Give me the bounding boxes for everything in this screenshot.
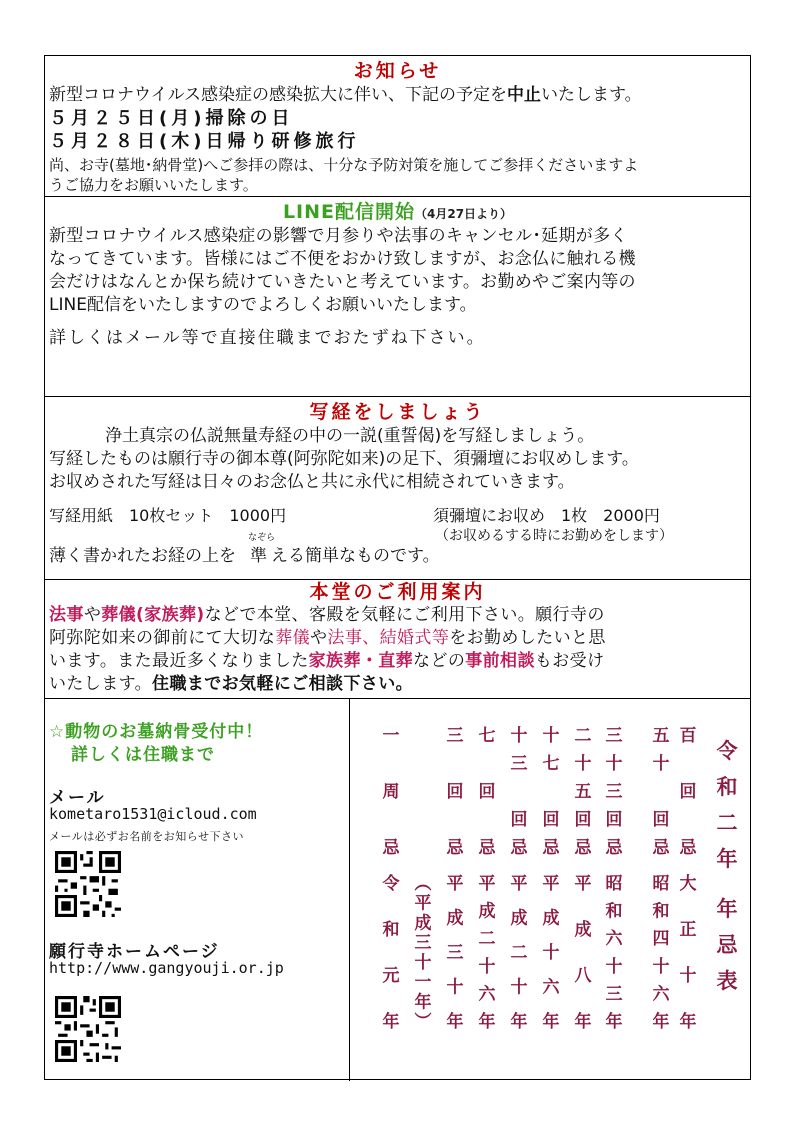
memorial-title	[712, 733, 742, 999]
year-char: 成	[510, 908, 528, 929]
year-char: 成	[574, 920, 592, 940]
year-char: 六	[542, 977, 560, 998]
kaiki-char: 忌	[542, 838, 560, 858]
memorial-title-char: 二	[716, 811, 738, 835]
hall-line-1: 法事や葬儀(家族葬)などで本堂、客殿を気軽にご利用下さい。願行寺の	[49, 605, 605, 625]
kaiki-char: 三	[510, 754, 528, 774]
contact-panel	[45, 699, 350, 1081]
line-para-4: LINE配信をいたしますのでよろしくお願いいたします。	[49, 295, 477, 315]
notice-note-2: うご協力をお願いいたします。	[49, 176, 258, 194]
notice-section	[45, 56, 750, 197]
kaiki-char: 忌	[574, 838, 592, 858]
year-char: 成	[478, 901, 496, 922]
kaiki-char: 回	[574, 810, 592, 830]
mail-address[interactable]: kometaro1531@icloud.com	[49, 805, 257, 823]
year-char: 十	[510, 977, 528, 998]
year-char: 年	[652, 1012, 670, 1032]
ruby-nazora: なぞら 準	[248, 533, 276, 566]
memorial-title-char: 忌	[716, 933, 738, 957]
year-char: 大	[679, 874, 697, 894]
year-char: 三	[414, 933, 432, 954]
year-char: 令	[382, 874, 400, 894]
kaiki-char: 忌	[679, 838, 697, 858]
kaiki-char: 忌	[382, 838, 400, 858]
year-char: 十	[446, 977, 464, 998]
memorial-table	[350, 699, 752, 1081]
line-para-1: 新型コロナウイルス感染症の影響で月参りや法事のキャンセル･延期が多く	[49, 226, 628, 246]
shakyo-last-line: 薄く書かれたお経の上を なぞら 準 える簡単なものです。	[49, 533, 440, 566]
price-note: （お収めるする時にお勤めをします）	[435, 528, 673, 544]
shakyo-para-2: 写経したものは願行寺の御本尊(阿弥陀如来)の足下、須彌壇にお収めします。	[49, 449, 639, 469]
year-char: 六	[605, 929, 623, 950]
year-char: 元	[382, 966, 400, 986]
homepage-url[interactable]: http://www.gangyouji.or.jp	[49, 959, 284, 977]
kaiki-char: 三	[605, 726, 623, 746]
kaiki-char: 十	[605, 754, 623, 774]
year-char: 三	[605, 984, 623, 1005]
year-char: 二	[478, 929, 496, 950]
kaiki-char: 七	[478, 726, 496, 746]
year-char: 四	[652, 929, 670, 950]
year-char: 十	[652, 956, 670, 977]
line-title: LINE配信開始（4月27日より）	[282, 201, 513, 223]
memorial-title-char: 年	[716, 897, 738, 921]
year-char: 年	[510, 1012, 528, 1032]
year-char: 十	[605, 956, 623, 977]
kaiki-char: 回	[510, 810, 528, 830]
kaiki-char: 忌	[652, 838, 670, 858]
hall-section	[45, 580, 750, 699]
year-char: 三	[446, 943, 464, 963]
shakyo-para-1: 浄土真宗の仏説無量寿経の中の一説(重誓偈)を写経しましょう。	[105, 426, 595, 446]
year-char: 年	[542, 1012, 560, 1032]
shakyo-title: 写経をしましょう	[309, 401, 486, 423]
year-char: 十	[542, 943, 560, 963]
year-char: ︶	[414, 1012, 432, 1032]
year-char: 六	[652, 984, 670, 1005]
kaiki-char: 忌	[510, 838, 528, 858]
bottom-area	[45, 699, 750, 1081]
year-char: 年	[478, 1012, 496, 1032]
year-char: 正	[679, 920, 697, 940]
year-char: 平	[478, 874, 496, 894]
event-cleaning-day: ５月２５日(月)掃除の日	[49, 108, 294, 129]
year-char: 昭	[652, 874, 670, 894]
year-char: 平	[542, 874, 560, 894]
year-char: 昭	[605, 874, 623, 894]
hall-line-2: 阿弥陀如来の御前にて大切な葬儀や法事、結婚式等をお勤めしたいと思	[49, 628, 606, 648]
notice-note-1: 尚、お寺(墓地･納骨堂)へご参拝の際は、十分な予防対策を施してご参拝くださいますよ	[49, 156, 639, 174]
year-char: 年	[446, 1012, 464, 1032]
kaiki-char: 五	[574, 782, 592, 802]
year-char: 年	[414, 992, 432, 1013]
year-char: 十	[679, 966, 697, 986]
event-day-trip: ５月２８日(木)日帰り研修旅行	[49, 131, 360, 152]
kaiki-char: 三	[446, 726, 464, 746]
kaiki-char: 忌	[478, 838, 496, 858]
kaiki-char: 三	[605, 782, 623, 802]
kaiki-char: 十	[542, 726, 560, 746]
year-char: 和	[652, 901, 670, 922]
pet-burial-notice: ☆動物のお墓納骨受付中！	[49, 722, 264, 742]
price-offering: 須彌壇にお収め 1枚 2000円	[433, 506, 660, 525]
kaiki-char: 七	[542, 754, 560, 774]
mail-qr-code[interactable]	[55, 851, 121, 917]
kaiki-char: 十	[574, 754, 592, 774]
year-char: 十	[414, 952, 432, 973]
year-char: 六	[478, 984, 496, 1005]
memorial-title-char	[712, 877, 742, 891]
line-para-3: 会だけはなんとか保ち続けていきたいと考えています。お勤めやご案内等の	[49, 272, 636, 292]
year-char: 年	[605, 1012, 623, 1032]
kaiki-char: 周	[382, 782, 400, 802]
year-char: 和	[605, 901, 623, 922]
year-char: 年	[679, 1012, 697, 1032]
year-char: 年	[574, 1012, 592, 1032]
memorial-title-char: 表	[716, 969, 738, 993]
year-char: 成	[542, 908, 560, 929]
kaiki-char: 十	[652, 754, 670, 774]
kaiki-char: 一	[382, 726, 400, 746]
kaiki-char: 忌	[605, 838, 623, 858]
year-char: 成	[414, 913, 432, 934]
year-char: 和	[382, 920, 400, 940]
year-char: 一	[414, 972, 432, 993]
year-char: 年	[382, 1012, 400, 1032]
memorial-title-char: 令	[716, 739, 738, 763]
shakyo-section	[45, 397, 750, 580]
year-char: 平	[446, 874, 464, 894]
line-para-2: なってきています。皆様にはご不便をおかけ致しますが、お念仏に触れる機	[49, 249, 636, 269]
kaiki-char: 回	[605, 810, 623, 830]
line-section	[45, 197, 750, 397]
year-char: ︵	[414, 874, 432, 894]
kaiki-char: 二	[574, 726, 592, 746]
year-char: 平	[510, 874, 528, 894]
notice-title: お知らせ	[353, 60, 442, 82]
year-char: 八	[574, 966, 592, 986]
notice-text: 新型コロナウイルス感染症の感染拡大に伴い、下記の予定を中止いたします。	[49, 85, 642, 105]
year-char: 平	[574, 874, 592, 894]
kaiki-char: 回	[478, 782, 496, 802]
memorial-title-char: 和	[716, 775, 738, 799]
kaiki-char: 忌	[446, 838, 464, 858]
kaiki-char: 百	[679, 726, 697, 746]
kaiki-char: 回	[446, 782, 464, 802]
mail-note: メールは必ずお名前をお知らせ下さい	[49, 830, 244, 843]
hall-line-3: います。また最近多くなりました家族葬・直葬などの事前相談もお受け	[49, 651, 605, 671]
line-para-5: 詳しくはメール等で直接住職までおたずね下さい。	[49, 328, 486, 348]
year-char: 平	[414, 893, 432, 914]
homepage-qr-code[interactable]	[55, 996, 121, 1062]
price-paper: 写経用紙 10枚セット 1000円	[49, 506, 287, 525]
hall-title: 本堂のご利用案内	[309, 581, 486, 603]
shakyo-prices	[49, 504, 746, 527]
year-char: 二	[510, 943, 528, 963]
bulletin-sheet	[44, 55, 751, 1080]
memorial-title-char: 年	[716, 847, 738, 871]
homepage-heading: 願行寺ホームページ	[49, 942, 220, 962]
memorial-columns	[350, 699, 752, 1081]
kaiki-char: 回	[542, 810, 560, 830]
year-char: 十	[478, 956, 496, 977]
kaiki-char: 回	[679, 782, 697, 802]
kaiki-char: 五	[652, 726, 670, 746]
hall-line-4: いたします。住職までお気軽にご相談下さい。	[49, 674, 414, 694]
kaiki-char: 回	[652, 810, 670, 830]
year-char: 成	[446, 908, 464, 929]
kaiki-char: 十	[510, 726, 528, 746]
pet-burial-contact: 詳しくは住職まで	[71, 745, 215, 765]
mail-heading: メール	[49, 788, 106, 808]
shakyo-para-3: お収めされた写経は日々のお念仏と共に永代に相続されていきます。	[49, 472, 575, 492]
